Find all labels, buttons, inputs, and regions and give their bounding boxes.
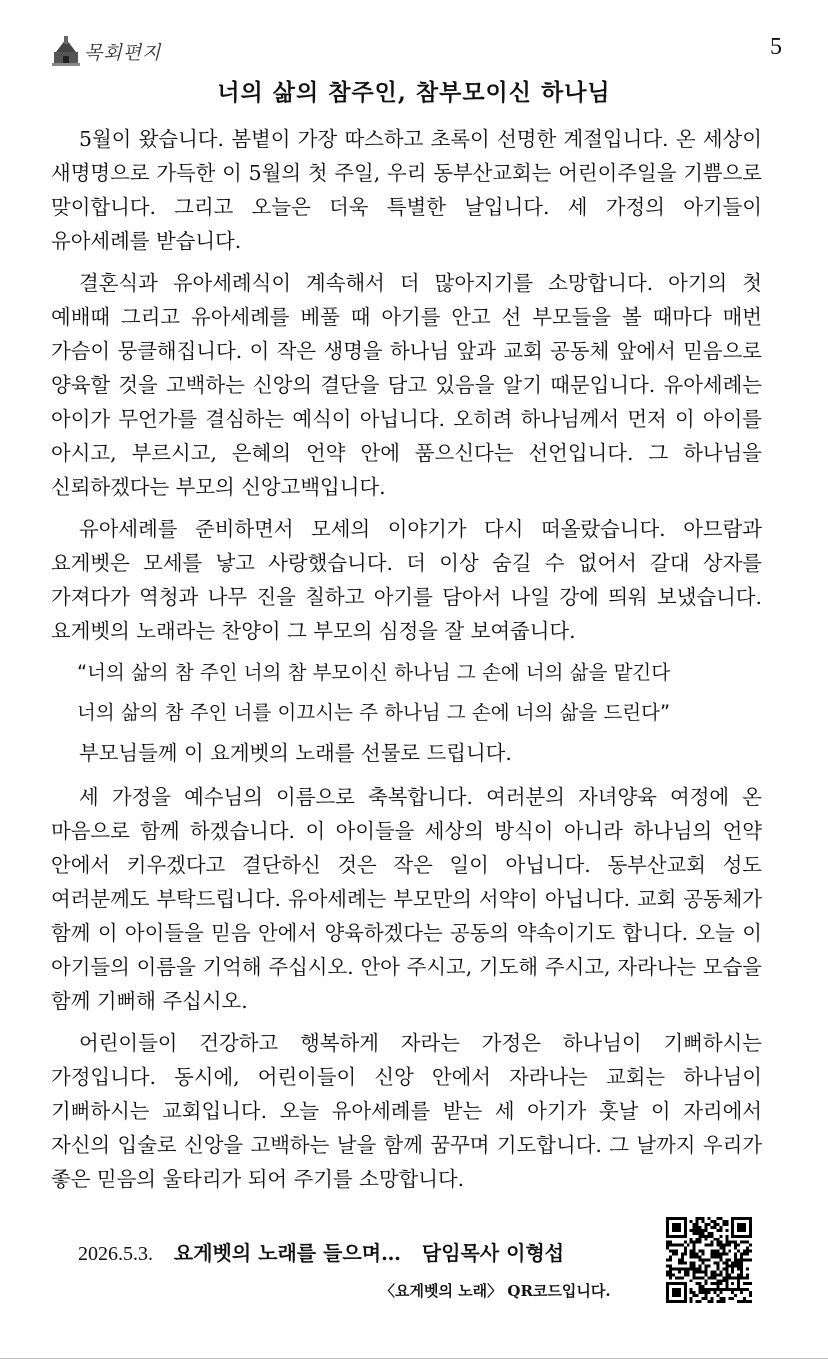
paragraph-4: 세 가정을 예수님의 이름으로 축복합니다. 여러분의 자녀양육 여정에 온 마음으로 함께 하겠습니다. 이 아이들을 세상의 방식이 아니라 하나님의 언약 안에서 키우겠다고 결단하신 것은 작은 일이 아닙니다. 동부산교회 성도 여러분께도 부탁드립니다. 유아세례는 부모만의 서약이 아닙니다. 교회 공동체가 함께 이 아이들을 믿음 안에서 양육하겠다는 공동의 약속이기도 합니다. 오늘 이 아기들의 이름을 기억해 주십시오. 안아 주시고, 기도해 주시고, 자라나는 모습을 함께 기뻐해 주십시오.	[51, 785, 762, 1013]
paragraph-3: 유아세례를 준비하면서 모세의 이야기가 다시 떠올랐습니다. 아므람과 요게벳은 모세를 낳고 사랑했습니다. 더 이상 숨길 수 없어서 갈대 상자를 가져다가 역청과 나무 진을 칠하고 아기를 담아서 나일 강에 띄워 보냈습니다. 요게벳의 노래라는 찬양이 그 부모의 심정을 잘 보여줍니다.	[51, 517, 762, 643]
letter-body	[51, 122, 762, 1204]
paragraph-2: 결혼식과 유아세례식이 계속해서 더 많아지기를 소망합니다. 아기의 첫 예배때 그리고 유아세례를 베풀 때 아기를 안고 선 부모들을 볼 때마다 매번 가슴이 뭉클해집니다. 이 작은 생명을 하나님 앞과 교회 공동체 앞에서 믿음으로 양육할 것을 고백하는 신앙의 결단을 담고 있음을 알기 때문입니다. 유아세례는 아이가 무언가를 결심하는 예식이 아닙니다. 오히려 하나님께서 먼저 이 아이를 아시고, 부르시고, 은혜의 언약 안에 품으신다는 선언입니다. 그 하나님을 신뢰하겠다는 부모의 신앙고백입니다.	[51, 271, 762, 499]
footer-signature	[78, 1237, 564, 1266]
qr-code-icon[interactable]	[666, 1217, 752, 1303]
paragraph-5: 어린이들이 건강하고 행복하게 자라는 가정은 하나님이 기뻐하시는 가정입니다. 동시에, 어린이들이 신앙 안에서 자라나는 교회는 하나님이 기뻐하시는 교회입니다. 오늘 유아세례를 받는 세 아기가 훗날 이 자리에서 자신의 입술로 신앙을 고백하는 날을 함께 꿈꾸며 기도합니다. 그 날까지 우리가 좋은 믿음의 울타리가 되어 주기를 소망합니다.	[51, 1031, 762, 1191]
page-title: 너의 삶의 참주인, 참부모이신 하나님	[217, 79, 611, 106]
gift-line: 부모님들께 이 요게벳의 노래를 선물로 드립니다.	[79, 741, 512, 765]
footer-subtitle: 요게벳의 노래를 들으며…	[173, 1241, 402, 1265]
qr-caption: 〈요게벳의 노래〉 QR코드입니다.	[380, 1282, 611, 1300]
bottom-rule	[0, 1358, 828, 1359]
section-label: 목회편지	[84, 41, 162, 64]
header-logo	[52, 36, 161, 66]
song-quote-line-1: “너의 삶의 참 주인 너의 참 부모이신 하나님 그 손에 너의 삶을 맡긴다	[77, 661, 671, 684]
page-number: 5	[770, 34, 782, 60]
footer-pastor-name: 담임목사 이형섭	[421, 1241, 565, 1265]
paragraph-1: 5월이 왔습니다. 봄볕이 가장 따스하고 초록이 선명한 계절입니다. 온 세상이 새명명으로 가득한 이 5월의 첫 주일, 우리 동부산교회는 어린이주일을 기쁨으로 맞이합니다. 그리고 오늘은 더욱 특별한 날입니다. 세 가정의 아기들이 유아세례를 받습니다.	[51, 127, 762, 253]
song-quote-line-2: 너의 삶의 참 주인 너를 이끄시는 주 하나님 그 손에 너의 삶을 드린다”	[77, 701, 671, 724]
church-icon	[52, 36, 80, 66]
footer-date: 2026.5.3.	[78, 1243, 153, 1265]
